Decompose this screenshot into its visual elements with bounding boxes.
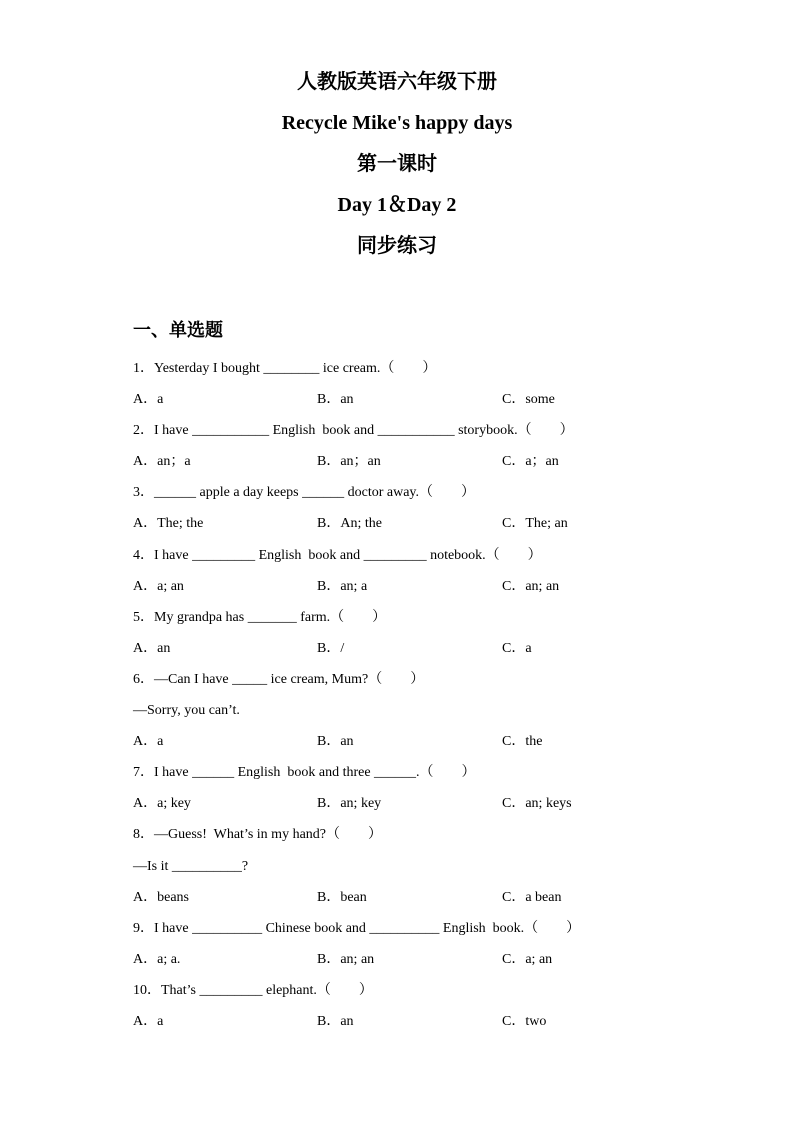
option-c[interactable]: C．a；an: [502, 454, 559, 470]
option-a[interactable]: A．a: [133, 1013, 164, 1029]
option-a[interactable]: A．a; key: [133, 796, 191, 812]
option-a[interactable]: A．The; the: [133, 516, 204, 532]
question-stem: 7．I have ______ English book and three ______.（ ）: [133, 765, 476, 781]
option-row: [133, 571, 773, 602]
option-a[interactable]: A．beans: [133, 889, 189, 905]
option-a[interactable]: A．a; a.: [133, 951, 181, 967]
option-row: [133, 944, 773, 975]
option-c[interactable]: C．two: [502, 1013, 547, 1029]
option-a[interactable]: A．a: [133, 734, 164, 750]
question-list: [133, 353, 773, 1037]
option-b[interactable]: B．an；an: [317, 454, 381, 470]
option-row: [133, 384, 773, 415]
section-heading: 一、单选题: [133, 320, 223, 340]
option-c[interactable]: C．some: [502, 392, 555, 408]
option-row: [133, 446, 773, 477]
option-a[interactable]: A．an: [133, 640, 171, 656]
option-a[interactable]: A．a; an: [133, 578, 184, 594]
option-b[interactable]: B．an: [317, 734, 354, 750]
lesson-number: 第一课时: [357, 153, 437, 175]
option-row: [133, 882, 773, 913]
option-row: [133, 1006, 773, 1037]
option-row: [133, 633, 773, 664]
question-reply: —Is it __________?: [133, 858, 249, 874]
option-b[interactable]: B．an; key: [317, 796, 382, 812]
option-b[interactable]: B．an: [317, 1013, 354, 1029]
lesson-days: Day 1＆Day 2: [337, 194, 457, 216]
option-a[interactable]: A．a: [133, 392, 164, 408]
title-block: [0, 62, 794, 267]
option-b[interactable]: B．An; the: [317, 516, 382, 532]
question-stem: 1．Yesterday I bought ________ ice cream.（ ）: [133, 361, 437, 376]
unit-title: Recycle Mike's happy days: [281, 112, 513, 134]
question-stem: 4．I have _________ English book and _________ notebook.（ ）: [133, 547, 542, 563]
exercise-label: 同步练习: [357, 235, 437, 257]
option-row: [133, 788, 773, 819]
option-c[interactable]: C．a bean: [502, 889, 562, 905]
option-c[interactable]: C．an; an: [502, 578, 560, 594]
option-row: [133, 726, 773, 757]
question-reply: —Sorry, you can’t.: [133, 703, 240, 719]
question-stem: 8．—Guess! What’s in my hand?（ ）: [133, 827, 382, 843]
option-b[interactable]: B．an: [317, 392, 354, 408]
question-stem: 10．That’s _________ elephant.（ ）: [133, 982, 373, 998]
option-c[interactable]: C．a: [502, 640, 532, 656]
option-c[interactable]: C．The; an: [502, 516, 568, 532]
question-stem: 9．I have __________ Chinese book and __________ English book.（ ）: [133, 920, 581, 936]
option-c[interactable]: C．a; an: [502, 951, 553, 967]
option-b[interactable]: B．an; a: [317, 578, 368, 594]
option-row: [133, 508, 773, 539]
option-b[interactable]: B．an; an: [317, 951, 375, 967]
question-stem: 6．—Can I have _____ ice cream, Mum?（ ）: [133, 671, 425, 687]
option-c[interactable]: C．the: [502, 734, 543, 750]
question-stem: 5．My grandpa has _______ farm.（ ）: [133, 609, 387, 625]
option-c[interactable]: C．an; keys: [502, 796, 572, 812]
question-stem: 2．I have ___________ English book and ___________ storybook.（ ）: [133, 423, 574, 439]
question-stem: 3．______ apple a day keeps ______ doctor away.（ ）: [133, 485, 476, 501]
option-b[interactable]: B．/: [317, 640, 345, 656]
textbook-title: 人教版英语六年级下册: [297, 71, 497, 93]
option-a[interactable]: A．an；a: [133, 454, 191, 470]
option-b[interactable]: B．bean: [317, 889, 367, 905]
